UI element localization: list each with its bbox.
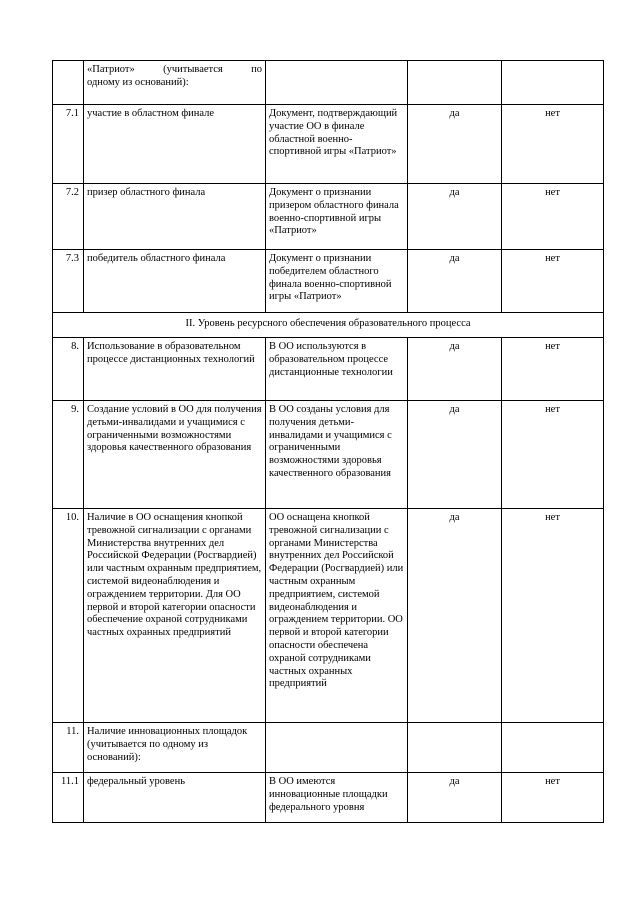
section-row: [53, 313, 604, 338]
no-cell: нет: [502, 401, 604, 509]
table-row: [53, 338, 604, 401]
no-cell: нет: [502, 250, 604, 313]
table-row: [53, 61, 604, 105]
row-number: 9.: [53, 401, 84, 509]
section-heading: II. Уровень ресурсного обеспечения образовательного процесса: [53, 313, 604, 338]
yes-cell: да: [408, 184, 502, 250]
yes-cell: да: [408, 250, 502, 313]
row-number: [53, 61, 84, 105]
table-row: [53, 723, 604, 773]
yes-cell: да: [408, 105, 502, 184]
row-number: 11.1: [53, 773, 84, 823]
yes-cell: да: [408, 509, 502, 723]
no-cell: нет: [502, 773, 604, 823]
document-cell: Документ, подтверждающий участие ОО в финале областной военно-спортивной игры «Патриот»: [266, 105, 408, 184]
no-cell: нет: [502, 509, 604, 723]
criterion-cell: Использование в образовательном процессе дистанционных технологий: [84, 338, 266, 401]
row-number: 7.1: [53, 105, 84, 184]
row-number: 10.: [53, 509, 84, 723]
criterion-cell: Создание условий в ОО для получения детьми-инвалидами и учащимися с ограниченными возможностями здоровья качественного образования: [84, 401, 266, 509]
criteria-table: [52, 60, 604, 823]
yes-cell: да: [408, 401, 502, 509]
row-number: 11.: [53, 723, 84, 773]
row-number: 8.: [53, 338, 84, 401]
table-row: [53, 401, 604, 509]
criterion-text-line: одному из оснований):: [87, 76, 189, 88]
criterion-cell: федеральный уровень: [84, 773, 266, 823]
document-cell: Документ о признании призером областного финала военно-спортивной игры «Патриот»: [266, 184, 408, 250]
yes-cell: да: [408, 773, 502, 823]
document-cell: [266, 61, 408, 105]
yes-cell: да: [408, 338, 502, 401]
criterion-cell: участие в областном финале: [84, 105, 266, 184]
table-row: [53, 773, 604, 823]
yes-cell: [408, 723, 502, 773]
row-number: 7.3: [53, 250, 84, 313]
table-row: [53, 509, 604, 723]
document-cell: [266, 723, 408, 773]
document-cell: В ОО созданы условия для получения детьми-инвалидами и учащимися с ограниченными возможностями здоровья качественного образования: [266, 401, 408, 509]
table-row: [53, 105, 604, 184]
no-cell: [502, 723, 604, 773]
criterion-cell: Наличие инновационных площадок (учитывается по одному из оснований):: [84, 723, 266, 773]
table-row: [53, 250, 604, 313]
row-number: 7.2: [53, 184, 84, 250]
criterion-text-line: «Патриот» (учитывается по: [87, 64, 262, 75]
no-cell: [502, 61, 604, 105]
yes-cell: [408, 61, 502, 105]
criterion-cell: [84, 61, 266, 105]
document-cell: Документ о признании победителем областного финала военно-спортивной игры «Патриот»: [266, 250, 408, 313]
document-cell: В ОО используются в образовательном процессе дистанционные технологии: [266, 338, 408, 401]
criterion-cell: призер областного финала: [84, 184, 266, 250]
criterion-cell: Наличие в ОО оснащения кнопкой тревожной сигнализации с органами Министерства внутренних дел Российской Федерации (Росгвардией) или частным охранным предприятием, системой видеонаблюдения и ограждением территории. Для ОО первой и второй категории опасности обеспечение охраной сотрудниками частных охранных предприятий: [84, 509, 266, 723]
document-cell: ОО оснащена кнопкой тревожной сигнализации с органами Министерства внутренних дел Российской Федерации (Росгвардией) или частным охранным предприятием, системой видеонаблюдения и ограждением территории. ОО первой и второй категории опасности обеспечена охраной сотрудниками частных охранных предприятий: [266, 509, 408, 723]
table-row: [53, 184, 604, 250]
document-cell: В ОО имеются инновационные площадки федерального уровня: [266, 773, 408, 823]
no-cell: нет: [502, 184, 604, 250]
no-cell: нет: [502, 105, 604, 184]
no-cell: нет: [502, 338, 604, 401]
criterion-cell: победитель областного финала: [84, 250, 266, 313]
